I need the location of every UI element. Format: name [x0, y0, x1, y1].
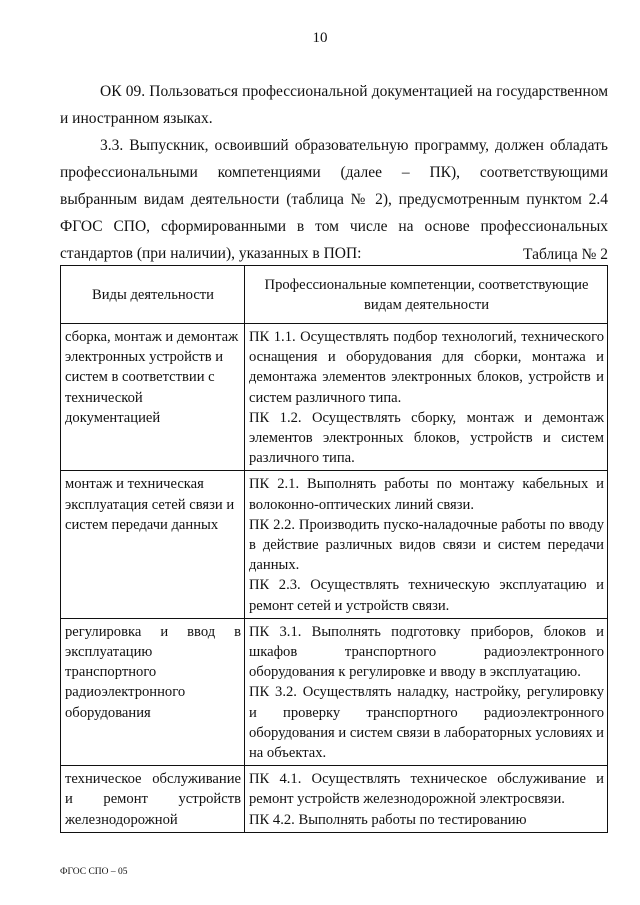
competency-item: ПК 2.2. Производить пуско-наладочные работы по вводу в действие различных видов связи и систем передачи данных. — [249, 516, 604, 574]
table-row — [61, 766, 608, 833]
competency-item: ПК 2.1. Выполнять работы по монтажу кабельных и волоконно-оптических линий связи. — [249, 476, 604, 513]
activity-cell: монтаж и техническая эксплуатация сетей связи и систем передачи данных — [61, 471, 245, 618]
competency-item: ПК 1.2. Осуществлять сборку, монтаж и демонтаж элементов электронных блоков, устройств и систем различного типа. — [249, 409, 604, 467]
competency-item: ПК 4.2. Выполнять работы по тестированию — [249, 811, 527, 828]
table-header-row — [61, 266, 608, 324]
paragraph-ok09: ОК 09. Пользоваться профессиональной документацией на государственном и иностранном языках. — [60, 82, 608, 127]
paragraph-3-3: 3.3. Выпускник, освоивший образовательную программу, должен обладать профессиональными компетенциями (далее – ПК), соответствующими выбранным видам деятельности (таблица № 2), предусмотренным пунктом 2.4 ФГОС СПО, сформированными в том числе на основе профессиональных стандартов (при наличии), указанных в ПОП: — [60, 136, 608, 262]
competencies-cell — [245, 471, 608, 618]
competencies-cell — [245, 618, 608, 765]
page-number: 10 — [312, 30, 328, 46]
activity-cell: техническое обслуживание и ремонт устройств железнодорожной — [61, 766, 245, 833]
competencies-table — [60, 265, 608, 833]
table-row — [61, 618, 608, 765]
activity-cell: регулировка и ввод в эксплуатацию транспортного радиоэлектронного оборудования — [61, 618, 245, 765]
competencies-cell — [245, 324, 608, 471]
competency-item: ПК 1.1. Осуществлять подбор технологий, технического оснащения и оборудования для сборки, монтажа и демонтажа элементов электронных блоков, устройств и систем различного типа. — [249, 329, 604, 406]
footer-label: ФГОС СПО – 05 — [60, 867, 128, 877]
activity-cell: сборка, монтаж и демонтаж электронных устройств и систем в соответствии с технической документацией — [61, 324, 245, 471]
competency-item: ПК 3.2. Осуществлять наладку, настройку, регулировку и проверку транспортного радиоэлектронного оборудования и систем связи в лабораторных условиях и на объектах. — [249, 684, 604, 762]
table-row — [61, 471, 608, 618]
competency-item: ПК 2.3. Осуществлять техническую эксплуатацию и ремонт сетей и устройств связи. — [249, 577, 604, 614]
competency-item: ПК 3.1. Выполнять подготовку приборов, блоков и шкафов транспортного радиоэлектронного оборудования к регулировке и вводу в эксплуатацию. — [249, 623, 604, 681]
table-row — [61, 324, 608, 471]
competencies-cell — [245, 766, 608, 833]
header-activity: Виды деятельности — [61, 266, 245, 324]
header-competencies: Профессиональные компетенции, соответствующие видам деятельности — [245, 266, 608, 324]
competency-item: ПК 4.1. Осуществлять техническое обслуживание и ремонт устройств железнодорожной электросвязи. — [249, 771, 604, 808]
table-label: Таблица № 2 — [523, 246, 608, 263]
